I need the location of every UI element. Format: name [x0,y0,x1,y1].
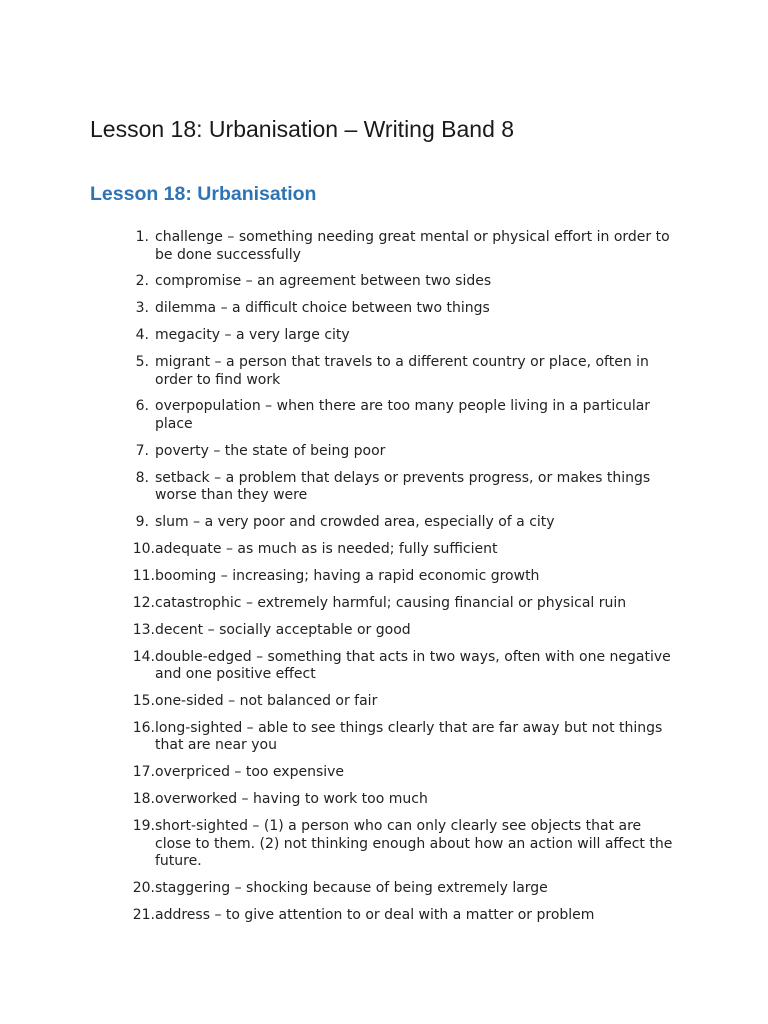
list-item-number: 14. [132,648,155,665]
list-item [130,354,680,389]
list-item-text: megacity – a very large city [155,327,350,344]
list-item-text: short-sighted – (1) a person who can only clearly see objects that are close to them. (2) not thinking enough about how an action will affect the future. [155,818,673,870]
list-item-text: poverty – the state of being poor [155,442,386,459]
list-item-number: 16. [132,719,155,736]
list-item-number: 2. [135,273,149,290]
list-item-text: long-sighted – able to see things clearly that are far away but not things that are near you [155,719,663,754]
list-item-text: double-edged – something that acts in two ways, often with one negative and one positive effect [155,648,671,683]
list-item [130,818,680,871]
list-item [130,622,680,640]
list-item-text: one-sided – not balanced or fair [155,692,378,709]
list-item-text: overpopulation – when there are too many people living in a particular place [155,398,651,432]
document-title: Lesson 18: Urbanisation – Writing Band 8 [90,116,515,142]
list-item-number: 1. [135,229,149,245]
list-item-number: 6. [135,398,149,415]
list-item-text: setback – a problem that delays or prevents progress, or makes things worse than they were [155,469,651,504]
vocabulary-list [130,229,680,934]
list-item [130,693,680,711]
list-item-number: 7. [135,442,149,459]
list-item-text: adequate – as much as is needed; fully sufficient [155,541,498,558]
list-item-number: 9. [135,514,149,531]
list-item [130,300,680,318]
list-item-number: 3. [135,300,149,317]
list-item-number: 5. [135,354,149,371]
list-item-number: 8. [135,469,149,486]
list-item [130,514,680,532]
list-item-text: overpriced – too expensive [155,764,345,781]
list-item-number: 4. [135,327,149,344]
list-item-number: 20. [132,879,155,896]
list-item-number: 11. [132,567,155,584]
list-item-text: staggering – shocking because of being extremely large [155,879,548,896]
list-item [130,470,680,505]
list-item [130,568,680,586]
list-item [130,327,680,345]
list-item-text: decent – socially acceptable or good [155,621,411,638]
list-item-text: slum – a very poor and crowded area, especially of a city [155,514,555,531]
list-item [130,649,680,684]
list-item [130,791,680,809]
list-item-number: 10. [132,541,155,558]
list-item-text: challenge – something needing great mental or physical effort in order to be done successfully [155,229,670,263]
list-item [130,273,680,291]
list-item-text: catastrophic – extremely harmful; causing financial or physical ruin [155,594,627,611]
list-item-text: compromise – an agreement between two sides [155,273,492,290]
list-item-number: 18. [132,791,155,808]
list-item [130,907,680,925]
list-item [130,595,680,613]
list-item-text: overworked – having to work too much [155,791,428,808]
list-item-text: dilemma – a difficult choice between two things [155,300,490,317]
list-item [130,880,680,898]
list-item-number: 17. [132,764,155,781]
list-item-text: address – to give attention to or deal with a matter or problem [155,906,595,923]
list-item [130,720,680,755]
list-item [130,443,680,461]
list-item [130,541,680,559]
section-heading: Lesson 18: Urbanisation [90,183,317,205]
list-item [130,764,680,782]
list-item-number: 21. [132,906,155,923]
list-item-number: 13. [132,621,155,638]
list-item [130,398,680,433]
list-item-number: 15. [132,692,155,709]
list-item-text: booming – increasing; having a rapid economic growth [155,567,540,584]
list-item-number: 12. [132,594,155,611]
list-item-number: 19. [132,818,155,835]
list-item [130,229,680,264]
list-item-text: migrant – a person that travels to a different country or place, often in order to find work [155,354,649,388]
